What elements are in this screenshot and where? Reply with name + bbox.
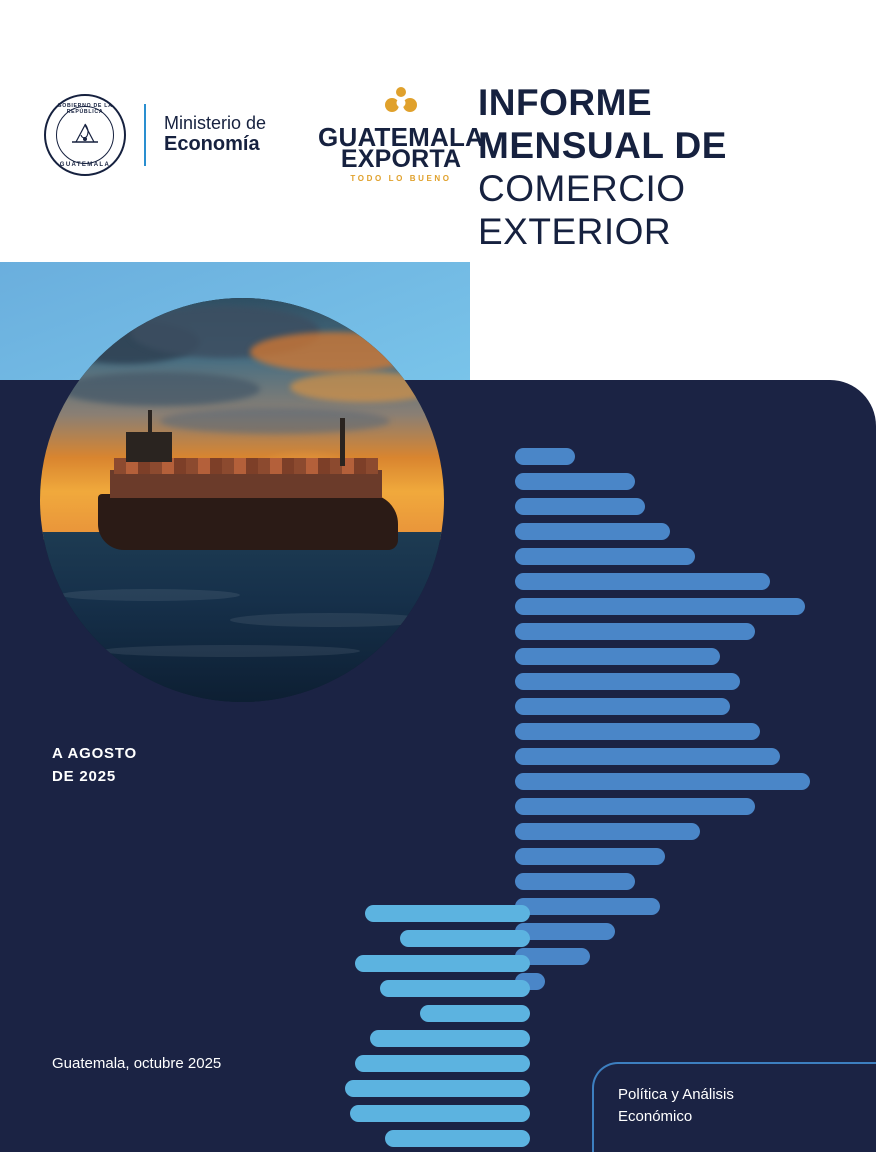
ministry-line-1: Ministerio de <box>164 113 267 134</box>
bar <box>380 980 530 997</box>
bar <box>515 898 660 915</box>
cloud <box>250 332 420 372</box>
ministry-line-2: Economía <box>164 133 260 156</box>
bar <box>515 698 730 715</box>
bar <box>515 848 665 865</box>
wave <box>60 589 240 601</box>
flower-icon <box>379 86 423 120</box>
bar <box>515 673 740 690</box>
logo-divider <box>144 104 146 166</box>
header <box>0 0 876 262</box>
exporta-tagline: TODO LO BUENO <box>350 174 452 183</box>
ministry-wordmark <box>164 113 266 156</box>
bar <box>355 1055 530 1072</box>
bar <box>515 548 695 565</box>
seal-arc-bottom-text: GUATEMALA <box>59 161 111 168</box>
bar <box>355 955 530 972</box>
logo-group <box>44 86 484 183</box>
bar <box>365 905 530 922</box>
title-bold-line-1: INFORME <box>478 82 653 123</box>
ship-deck <box>110 470 382 498</box>
bar <box>350 1105 530 1122</box>
bar <box>515 573 770 590</box>
bar <box>515 448 575 465</box>
page-title <box>478 82 727 254</box>
cargo-ship-photo <box>40 298 444 702</box>
bar <box>370 1030 530 1047</box>
report-period <box>52 742 137 789</box>
bar <box>515 473 635 490</box>
seal-arc-top-text: GOBIERNO DE LA REPÚBLICA <box>57 102 113 115</box>
government-seal-icon <box>44 94 126 176</box>
exporta-line-1: GUATEMALA <box>318 122 485 152</box>
department-footer <box>592 1062 876 1152</box>
bar <box>515 773 810 790</box>
bar <box>345 1080 530 1097</box>
ship-mast <box>148 410 152 436</box>
bar-chart-upper <box>515 448 810 998</box>
period-line-1: A AGOSTO <box>52 745 138 762</box>
title-light-line-1: COMERCIO <box>478 167 686 209</box>
bar <box>400 930 530 947</box>
bar <box>515 723 760 740</box>
department-line-1: Política y Análisis <box>618 1086 734 1103</box>
ship-hull <box>98 494 398 550</box>
guatemala-exporta-logo <box>318 86 484 183</box>
quetzal-emblem-icon <box>68 118 102 152</box>
bar <box>515 623 755 640</box>
bar <box>515 923 615 940</box>
ship-bridge <box>126 432 172 462</box>
publication-place-date: Guatemala, octubre 2025 <box>52 1055 222 1072</box>
bar <box>515 648 720 665</box>
bar <box>515 498 645 515</box>
bar <box>385 1130 530 1147</box>
exporta-line-2: EXPORTA <box>340 145 462 173</box>
bar <box>515 598 805 615</box>
ship-mast <box>340 418 345 466</box>
title-bold-line-2: MENSUAL DE <box>478 124 727 166</box>
cloud <box>290 372 440 402</box>
period-line-2: DE 2025 <box>52 768 116 786</box>
department-name <box>618 1084 734 1128</box>
bar <box>515 798 755 815</box>
bar <box>420 1005 530 1022</box>
bar-chart-lower <box>330 905 530 1152</box>
bar <box>515 523 670 540</box>
title-light-line-2: EXTERIOR <box>478 210 672 252</box>
bar <box>515 873 635 890</box>
bar <box>515 748 780 765</box>
cloud <box>160 408 390 434</box>
cloud <box>60 372 260 406</box>
department-line-2: Económico <box>618 1107 693 1125</box>
bar <box>515 823 700 840</box>
